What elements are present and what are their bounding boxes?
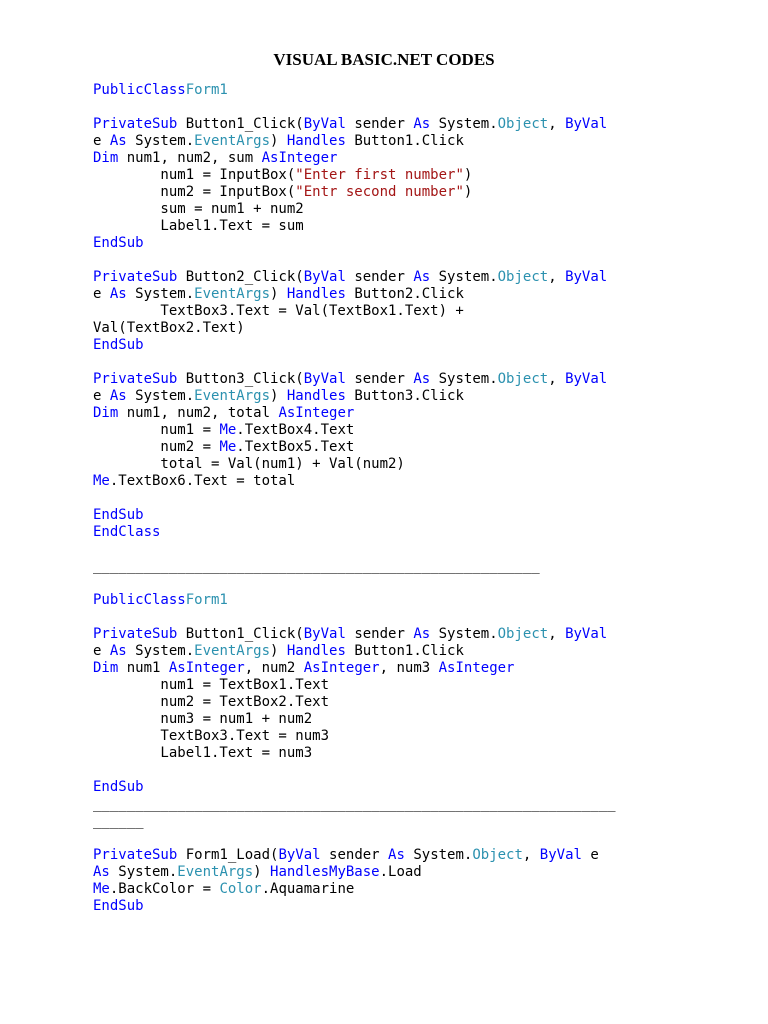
code-text: Label1.Text = num3 — [93, 745, 313, 761]
code-line — [93, 218, 616, 235]
code-text: .Load — [379, 864, 422, 880]
code-line — [93, 660, 616, 677]
type-token: Object — [497, 116, 549, 132]
code-text: _____________________________________________________ — [93, 558, 540, 574]
code-text: sender — [345, 371, 414, 387]
code-text: .Aquamarine — [261, 881, 355, 897]
code-line — [93, 847, 616, 864]
code-text: System. — [109, 864, 178, 880]
code-text: TextBox3.Text = num3 — [93, 728, 330, 744]
keyword-token: ByVal — [565, 269, 608, 285]
code-line — [93, 184, 616, 201]
code-text: ) — [463, 167, 473, 183]
keyword-token: Me — [93, 473, 110, 489]
keyword-token: ByVal — [303, 371, 346, 387]
code-line — [93, 82, 616, 99]
type-token: EventArgs — [194, 286, 271, 302]
keyword-token: Me — [219, 439, 237, 455]
code-text: System. — [430, 116, 498, 132]
code-text: .BackColor = — [109, 881, 220, 897]
code-line — [93, 609, 616, 626]
code-line — [93, 422, 616, 439]
type-token: EventArgs — [194, 643, 271, 659]
type-token: Object — [497, 269, 549, 285]
type-token: Object — [497, 371, 549, 387]
keyword-token: EndSub — [93, 235, 144, 251]
code-text: Button2_Click( — [177, 269, 304, 285]
code-line — [93, 592, 616, 609]
code-text: num1 — [118, 660, 169, 676]
code-text: sender — [345, 626, 414, 642]
code-text: sender — [345, 116, 414, 132]
code-line — [93, 235, 616, 252]
type-token: Form1 — [185, 592, 228, 608]
type-token: Color — [219, 881, 262, 897]
code-line — [93, 371, 616, 388]
code-text: TextBox3.Text = Val(TextBox1.Text) + — [93, 303, 464, 319]
code-text: , num3 — [379, 660, 439, 676]
code-line — [93, 694, 616, 711]
keyword-token: As — [413, 269, 431, 285]
keyword-token: Handles — [286, 643, 346, 659]
code-text: Val(TextBox2.Text) — [93, 320, 245, 336]
page-title: VISUAL BASIC.NET CODES — [273, 50, 495, 69]
code-line — [93, 864, 616, 881]
code-line — [93, 116, 616, 133]
keyword-token: Dim — [93, 150, 119, 166]
code-line — [93, 813, 616, 830]
code-text: Button3.Click — [345, 388, 464, 404]
code-text: e — [93, 643, 110, 659]
keyword-token: PrivateSub — [93, 269, 178, 285]
type-token: Form1 — [185, 82, 228, 98]
keyword-token: PrivateSub — [93, 626, 178, 642]
code-text: Button1_Click( — [177, 116, 304, 132]
code-line — [93, 541, 616, 558]
code-text: , — [548, 371, 566, 387]
type-token: EventArgs — [194, 388, 271, 404]
code-text: .TextBox6.Text = total — [109, 473, 296, 489]
keyword-token: AsInteger — [168, 660, 245, 676]
code-text: System. — [126, 133, 195, 149]
code-line — [93, 575, 616, 592]
code-text: num1 = InputBox( — [93, 167, 296, 183]
code-line — [93, 320, 616, 337]
code-line — [93, 677, 616, 694]
keyword-token: PrivateSub — [93, 371, 178, 387]
keyword-token: EndSub — [93, 898, 144, 914]
code-text: ) — [270, 643, 287, 659]
keyword-token: ByVal — [565, 626, 608, 642]
keyword-token: HandlesMyBase — [270, 864, 380, 880]
keyword-token: As — [413, 116, 431, 132]
keyword-token: AsInteger — [438, 660, 515, 676]
code-line — [93, 728, 616, 745]
code-text: sender — [345, 269, 414, 285]
code-text: Button1.Click — [345, 133, 464, 149]
code-text: Button1_Click( — [177, 626, 304, 642]
code-text: e — [93, 133, 110, 149]
code-text: sender — [320, 847, 389, 863]
code-line — [93, 898, 616, 915]
code-text: System. — [404, 847, 473, 863]
code-text: num2 = — [93, 439, 220, 455]
keyword-token: As — [109, 643, 127, 659]
code-line — [93, 524, 616, 541]
keyword-token: AsInteger — [261, 150, 338, 166]
code-text: Button1.Click — [345, 643, 464, 659]
code-text: System. — [430, 626, 498, 642]
keyword-token: As — [388, 847, 405, 863]
code-line — [93, 252, 616, 269]
code-text: System. — [430, 371, 498, 387]
keyword-token: Handles — [286, 286, 346, 302]
code-text: num3 = num1 + num2 — [93, 711, 313, 727]
keyword-token: ByVal — [303, 116, 346, 132]
keyword-token: As — [93, 864, 110, 880]
code-text: num2 = TextBox2.Text — [93, 694, 330, 710]
code-line — [93, 507, 616, 524]
code-text: System. — [126, 643, 195, 659]
keyword-token: ByVal — [565, 371, 608, 387]
code-text: num1, num2, total — [118, 405, 279, 421]
keyword-token: EndClass — [93, 524, 161, 540]
code-text: ______ — [93, 813, 144, 829]
code-text: .TextBox4.Text — [236, 422, 355, 438]
code-text: total = Val(num1) + Val(num2) — [93, 456, 405, 472]
keyword-token: PublicClass — [93, 82, 186, 98]
code-line — [93, 99, 616, 116]
keyword-token: EndSub — [93, 779, 144, 795]
keyword-token: PublicClass — [93, 592, 186, 608]
code-text: num1, num2, sum — [118, 150, 262, 166]
code-text: ) — [270, 286, 287, 302]
code-text: num2 = InputBox( — [93, 184, 296, 200]
type-token: Object — [472, 847, 523, 863]
code-text: num1 = TextBox1.Text — [93, 677, 330, 693]
keyword-token: Dim — [93, 660, 119, 676]
code-line — [93, 881, 616, 898]
code-text: Form1_Load( — [177, 847, 279, 863]
code-line — [93, 473, 616, 490]
code-text: Button3_Click( — [177, 371, 304, 387]
code-text: e — [581, 847, 599, 863]
keyword-token: AsInteger — [303, 660, 380, 676]
code-text: Button2.Click — [345, 286, 464, 302]
keyword-token: EndSub — [93, 337, 144, 353]
keyword-token: As — [109, 133, 127, 149]
type-token: Object — [497, 626, 549, 642]
code-line — [93, 711, 616, 728]
keyword-token: Handles — [286, 388, 346, 404]
code-line — [93, 286, 616, 303]
keyword-token: Handles — [286, 133, 346, 149]
code-text: System. — [126, 388, 195, 404]
keyword-token: Me — [93, 881, 110, 897]
code-line — [93, 439, 616, 456]
code-line — [93, 558, 616, 575]
code-text: ) — [270, 133, 287, 149]
code-text: ______________________________________________________________ — [93, 796, 616, 812]
type-token: EventArgs — [194, 133, 271, 149]
code-line — [93, 643, 616, 660]
code-block — [93, 82, 616, 915]
keyword-token: ByVal — [303, 626, 346, 642]
code-text: ) — [463, 184, 473, 200]
code-line — [93, 388, 616, 405]
code-line — [93, 150, 616, 167]
keyword-token: Dim — [93, 405, 119, 421]
code-text: , — [522, 847, 540, 863]
keyword-token: PrivateSub — [93, 116, 178, 132]
code-line — [93, 490, 616, 507]
code-text: , — [548, 626, 566, 642]
string-token: "Enter first number" — [295, 167, 464, 183]
code-line — [93, 830, 616, 847]
code-text: sum = num1 + num2 — [93, 201, 304, 217]
code-text: , — [548, 269, 566, 285]
keyword-token: ByVal — [565, 116, 608, 132]
keyword-token: ByVal — [278, 847, 321, 863]
code-line — [93, 354, 616, 371]
keyword-token: As — [413, 371, 431, 387]
keyword-token: ByVal — [539, 847, 582, 863]
code-text: .TextBox5.Text — [236, 439, 355, 455]
code-text: System. — [430, 269, 498, 285]
code-line — [93, 456, 616, 473]
code-line — [93, 745, 616, 762]
keyword-token: As — [109, 388, 127, 404]
code-text: ) — [270, 388, 287, 404]
code-line — [93, 133, 616, 150]
keyword-token: ByVal — [303, 269, 346, 285]
code-line — [93, 167, 616, 184]
code-text: , — [548, 116, 566, 132]
code-line — [93, 762, 616, 779]
keyword-token: PrivateSub — [93, 847, 178, 863]
keyword-token: EndSub — [93, 507, 144, 523]
code-text: num1 = — [93, 422, 220, 438]
code-text: e — [93, 388, 110, 404]
code-text: , num2 — [244, 660, 304, 676]
type-token: EventArgs — [177, 864, 254, 880]
code-line — [93, 337, 616, 354]
code-line — [93, 405, 616, 422]
code-text: ) — [253, 864, 271, 880]
keyword-token: As — [109, 286, 127, 302]
keyword-token: As — [413, 626, 431, 642]
code-line — [93, 796, 616, 813]
string-token: "Entr second number" — [295, 184, 464, 200]
code-text: Label1.Text = sum — [93, 218, 304, 234]
code-text: System. — [126, 286, 195, 302]
code-line — [93, 269, 616, 286]
code-text: e — [93, 286, 110, 302]
keyword-token: AsInteger — [278, 405, 355, 421]
code-line — [93, 201, 616, 218]
code-line — [93, 303, 616, 320]
code-line — [93, 626, 616, 643]
code-line — [93, 779, 616, 796]
keyword-token: Me — [219, 422, 237, 438]
